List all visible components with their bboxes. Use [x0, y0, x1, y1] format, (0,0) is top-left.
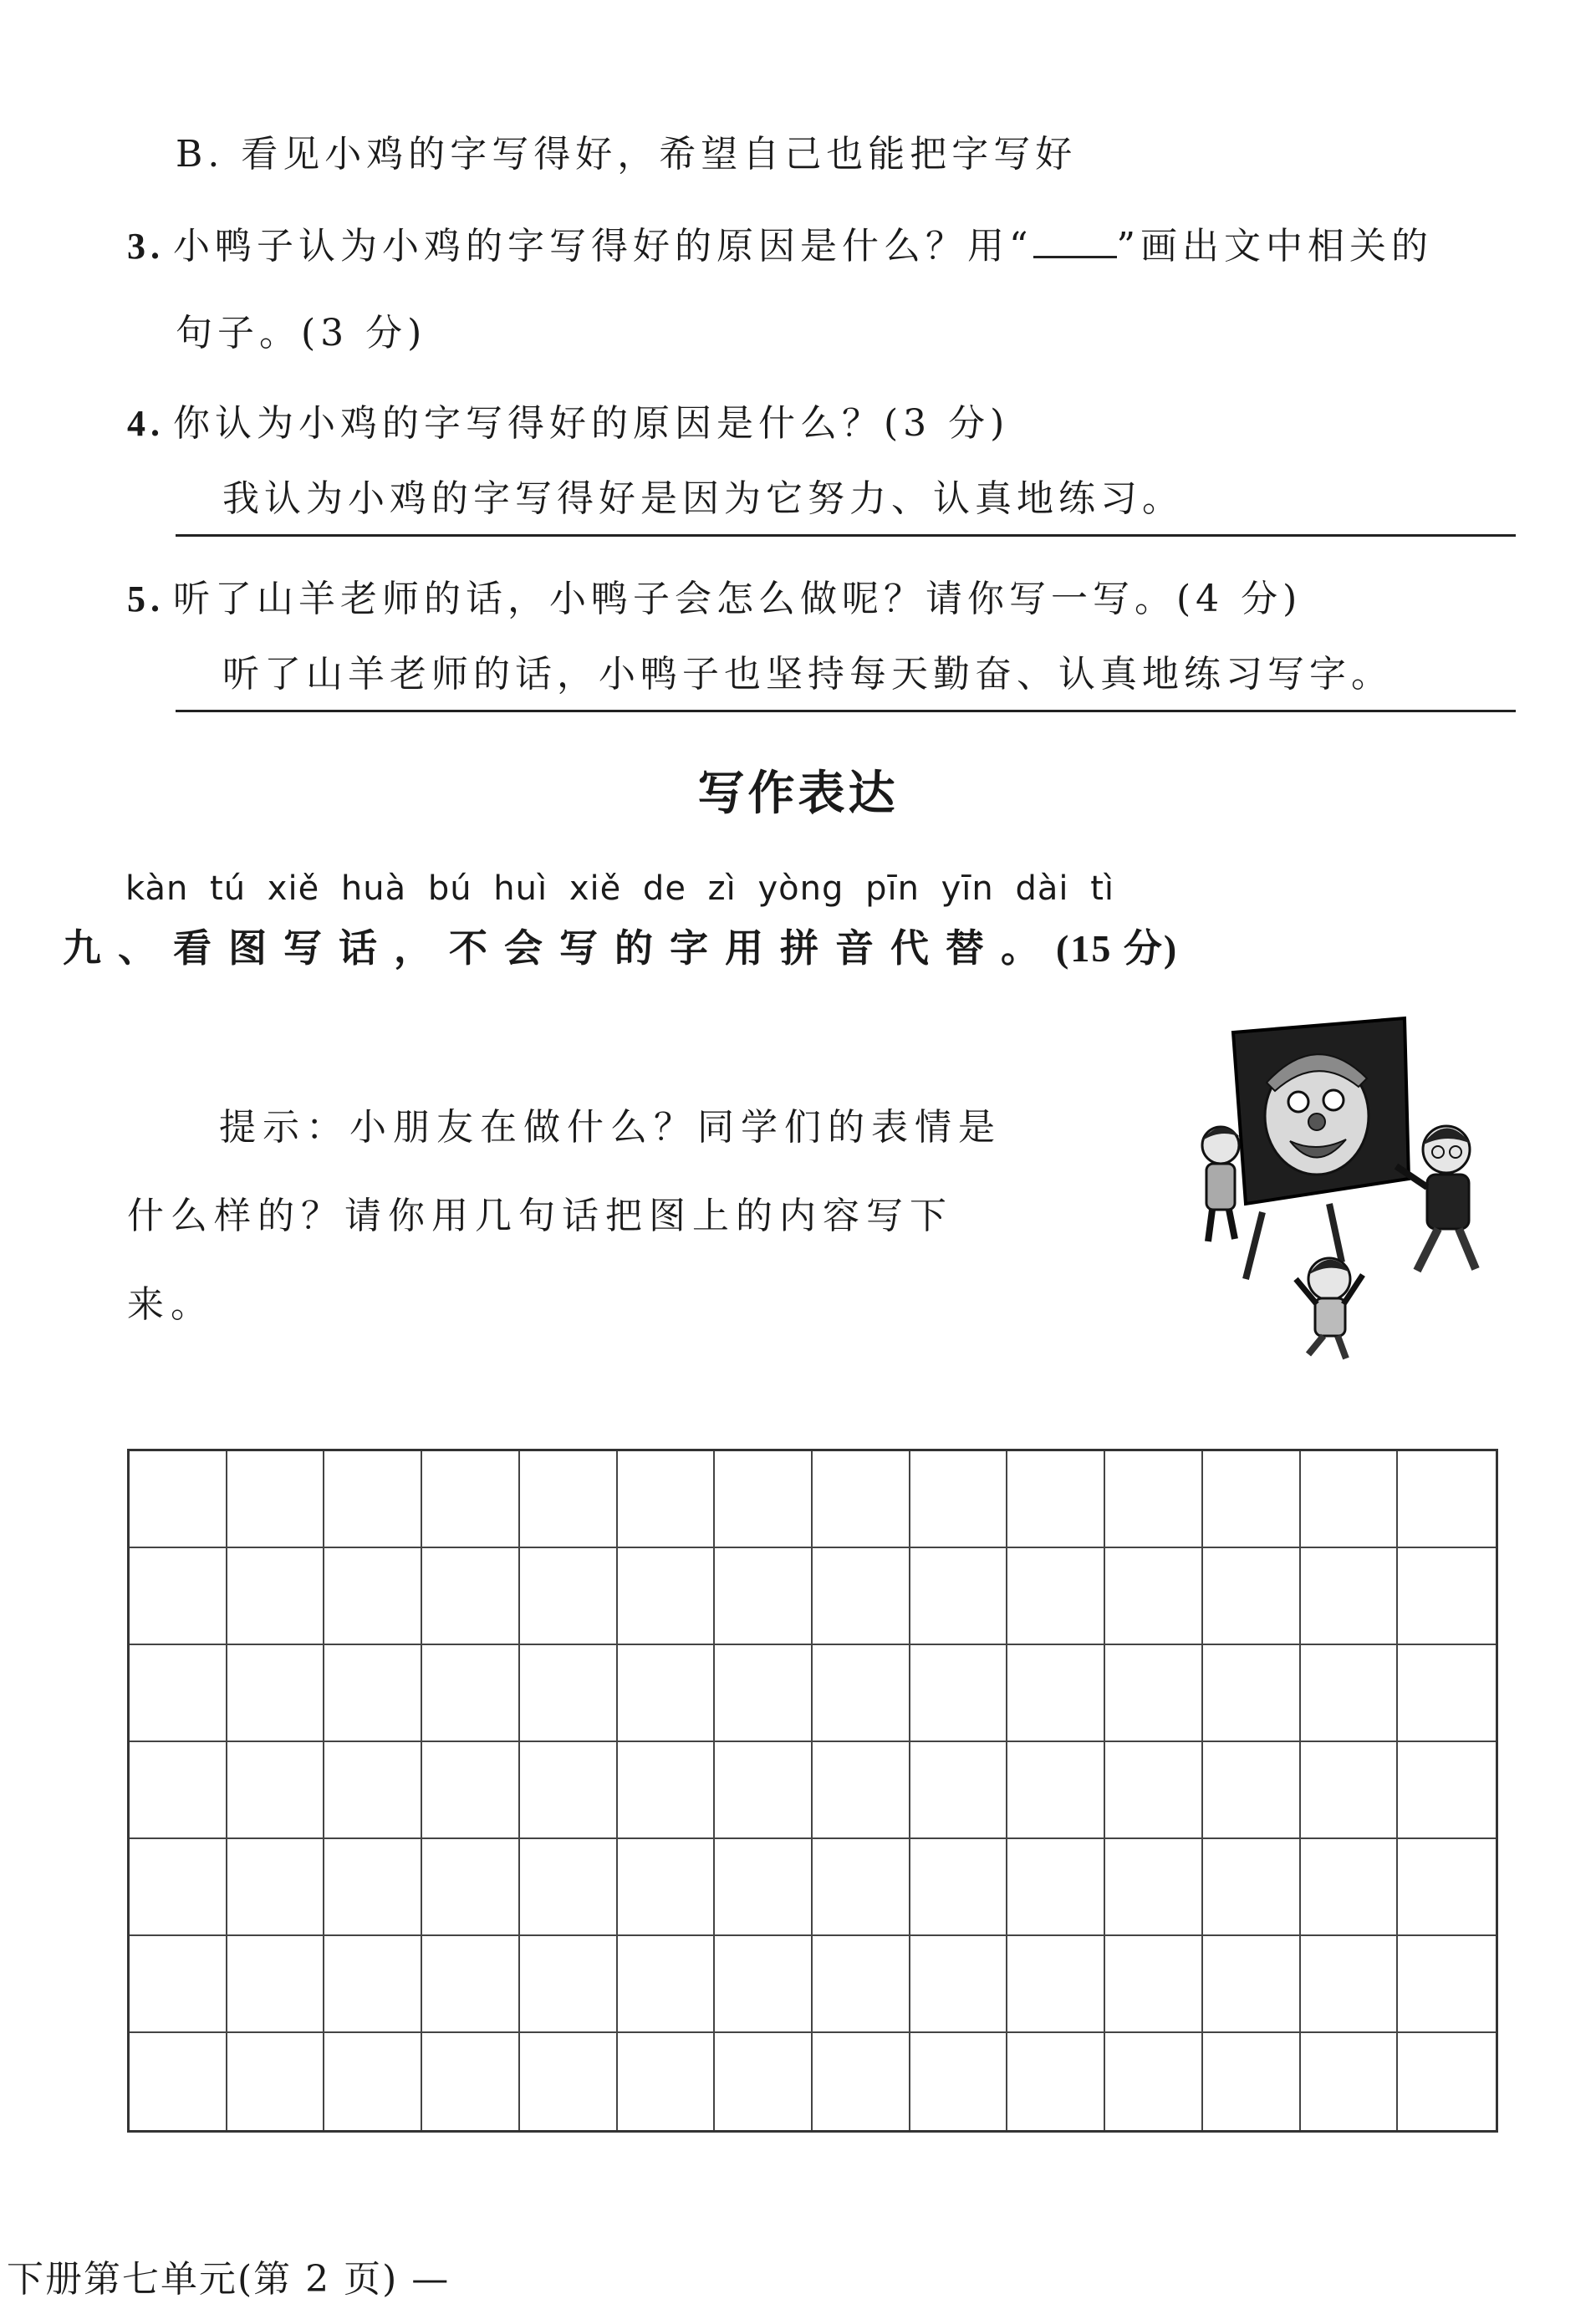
question-5-text: 听了山羊老师的话，小鸭子会怎么做呢？请你写一写。(4 分)	[173, 578, 1303, 620]
easel-leg-right	[1329, 1204, 1342, 1262]
grid-cell[interactable]	[910, 1742, 1008, 1839]
question-5-answer-line[interactable]: 听了山羊老师的话，小鸭子也坚持每天勤奋、认真地练习写字。	[176, 645, 1516, 712]
grid-cell[interactable]	[813, 1645, 910, 1742]
question-3	[127, 216, 1433, 269]
easel-leg-left	[1246, 1212, 1262, 1279]
grid-cell[interactable]	[618, 1742, 716, 1839]
clown-eye-left	[1288, 1092, 1308, 1112]
task9-heading	[63, 918, 1178, 973]
grid-cell[interactable]	[1203, 1742, 1301, 1839]
grid-cell[interactable]	[1301, 1645, 1399, 1742]
question-5	[127, 568, 1302, 622]
grid-cell[interactable]	[422, 1742, 520, 1839]
grid-cell[interactable]	[910, 1451, 1008, 1548]
grid-cell[interactable]	[715, 1936, 813, 2033]
hint-line-2: 什么样的？请你用几句话把图上的内容写下	[127, 1195, 953, 1237]
grid-cell[interactable]	[227, 1742, 325, 1839]
grid-cell[interactable]	[1398, 1548, 1496, 1645]
grid-cell[interactable]	[715, 1645, 813, 1742]
grid-cell[interactable]	[324, 1839, 422, 1936]
grid-cell[interactable]	[227, 2033, 325, 2130]
grid-cell[interactable]	[1105, 1936, 1203, 2033]
hint-line-1: 提示：小朋友在做什么？同学们的表情是	[219, 1106, 1002, 1149]
grid-cell[interactable]	[618, 1548, 716, 1645]
grid-cell[interactable]	[813, 2033, 910, 2130]
grid-cell[interactable]	[1301, 1936, 1399, 2033]
grid-cell[interactable]	[520, 1742, 618, 1839]
task9-label: 九、看图写话，不会写的字用拼音代替。	[63, 925, 1056, 971]
grid-cell[interactable]	[324, 1548, 422, 1645]
grid-cell[interactable]	[227, 1839, 325, 1936]
child-left-leg	[1208, 1210, 1212, 1241]
clown-nose	[1308, 1114, 1325, 1130]
grid-cell[interactable]	[1007, 1936, 1105, 2033]
grid-cell[interactable]	[130, 1548, 227, 1645]
task9-pinyin: kàn tú xiě huà bú huì xiě de zì yòng pīn yīn dài tì	[125, 869, 1115, 908]
child-front-leg	[1308, 1336, 1323, 1354]
grid-cell[interactable]	[130, 1645, 227, 1742]
grid-cell[interactable]	[618, 1451, 716, 1548]
grid-cell[interactable]	[813, 1839, 910, 1936]
grid-cell[interactable]	[1007, 1742, 1105, 1839]
grid-cell[interactable]	[813, 1451, 910, 1548]
question-5-number: 5.	[127, 578, 165, 619]
question-3-continuation: 句子。(3 分)	[176, 312, 427, 354]
grid-cell[interactable]	[1398, 1645, 1496, 1742]
grid-cell[interactable]	[1105, 2033, 1203, 2130]
grid-cell[interactable]	[1398, 2033, 1496, 2130]
grid-cell[interactable]	[813, 1548, 910, 1645]
grid-cell[interactable]	[618, 2033, 716, 2130]
grid-cell[interactable]	[1105, 1742, 1203, 1839]
child-left-body	[1206, 1164, 1235, 1210]
grid-cell[interactable]	[1203, 2033, 1301, 2130]
grid-cell[interactable]	[1301, 1839, 1399, 1936]
grid-cell[interactable]	[227, 1645, 325, 1742]
grid-cell[interactable]	[520, 1936, 618, 2033]
child-right-body	[1427, 1175, 1469, 1229]
grid-cell[interactable]	[324, 1645, 422, 1742]
grid-cell[interactable]	[1007, 1839, 1105, 1936]
grid-cell[interactable]	[910, 1548, 1008, 1645]
grid-cell[interactable]	[910, 1839, 1008, 1936]
grid-cell[interactable]	[910, 1936, 1008, 2033]
grid-cell[interactable]	[910, 2033, 1008, 2130]
grid-cell[interactable]	[1007, 1548, 1105, 1645]
child-right-leg	[1417, 1229, 1438, 1271]
grid-cell[interactable]	[227, 1451, 325, 1548]
grid-cell[interactable]	[130, 2033, 227, 2130]
grid-cell[interactable]	[1007, 1451, 1105, 1548]
grid-cell[interactable]	[618, 1839, 716, 1936]
grid-cell[interactable]	[1301, 1451, 1399, 1548]
page-footer: 下册第七单元(第 2 页) —	[7, 2258, 451, 2301]
grid-cell[interactable]	[422, 1936, 520, 2033]
child-right-leg	[1459, 1229, 1476, 1269]
question-4-answer-line[interactable]: 我认为小鸡的字写得好是因为它努力、认真地练习。	[176, 470, 1516, 537]
grid-cell[interactable]	[422, 1839, 520, 1936]
hint-line-3: 来。	[127, 1283, 214, 1326]
grid-cell[interactable]	[422, 1451, 520, 1548]
grid-cell[interactable]	[715, 1742, 813, 1839]
underline-sample	[1033, 231, 1117, 258]
grid-cell[interactable]	[520, 1839, 618, 1936]
grid-cell[interactable]	[1301, 1548, 1399, 1645]
grid-cell[interactable]	[1105, 1839, 1203, 1936]
grid-cell[interactable]	[1105, 1451, 1203, 1548]
grid-cell[interactable]	[715, 2033, 813, 2130]
task9-score: (15 分)	[1056, 927, 1179, 970]
option-b: B. 看见小鸡的字写得好，希望自己也能把字写好	[176, 133, 1078, 176]
grid-cell[interactable]	[324, 1742, 422, 1839]
grid-cell[interactable]	[324, 1451, 422, 1548]
grid-cell[interactable]	[422, 1548, 520, 1645]
question-4	[127, 393, 1009, 446]
grid-cell[interactable]	[1007, 2033, 1105, 2130]
grid-cell[interactable]	[520, 2033, 618, 2130]
grid-cell[interactable]	[1203, 1451, 1301, 1548]
grid-cell[interactable]	[618, 1645, 716, 1742]
child-front-body	[1315, 1298, 1345, 1336]
grid-cell[interactable]	[1105, 1548, 1203, 1645]
children-drawing-picture	[1183, 1003, 1517, 1363]
grid-cell[interactable]	[227, 1936, 325, 2033]
grid-cell[interactable]	[715, 1451, 813, 1548]
grid-cell[interactable]	[130, 1742, 227, 1839]
grid-cell[interactable]	[1398, 1451, 1496, 1548]
grid-cell[interactable]	[1007, 1645, 1105, 1742]
grid-cell[interactable]	[130, 1936, 227, 2033]
grid-cell[interactable]	[1398, 1936, 1496, 2033]
section-title: 写作表达	[697, 767, 899, 821]
grid-cell[interactable]	[1398, 1742, 1496, 1839]
grid-cell[interactable]	[1301, 2033, 1399, 2130]
grid-cell[interactable]	[324, 1936, 422, 2033]
grid-cell[interactable]	[422, 2033, 520, 2130]
grid-cell[interactable]	[1203, 1548, 1301, 1645]
grid-cell[interactable]	[618, 1936, 716, 2033]
grid-cell[interactable]	[1398, 1839, 1496, 1936]
grid-cell[interactable]	[130, 1451, 227, 1548]
child-front-leg	[1338, 1336, 1346, 1358]
drawing-illustration	[1183, 1003, 1517, 1363]
grid-cell[interactable]	[1203, 1839, 1301, 1936]
grid-cell[interactable]	[1301, 1742, 1399, 1839]
grid-cell[interactable]	[715, 1548, 813, 1645]
question-3-text-after: ”画出文中相关的	[1116, 225, 1433, 268]
grid-cell[interactable]	[715, 1839, 813, 1936]
grid-cell[interactable]	[422, 1645, 520, 1742]
grid-cell[interactable]	[1203, 1645, 1301, 1742]
question-3-number: 3.	[127, 226, 165, 267]
grid-cell[interactable]	[227, 1548, 325, 1645]
clown-eye-right	[1323, 1090, 1344, 1110]
writing-grid[interactable]	[127, 1449, 1498, 2133]
child-left-leg	[1229, 1210, 1235, 1239]
grid-cell[interactable]	[813, 1936, 910, 2033]
grid-cell[interactable]	[520, 1548, 618, 1645]
question-3-text-before: 小鸭子认为小鸡的字写得好的原因是什么？用“	[173, 225, 1033, 268]
grid-cell[interactable]	[324, 2033, 422, 2130]
grid-cell[interactable]	[520, 1451, 618, 1548]
grid-cell[interactable]	[910, 1645, 1008, 1742]
grid-cell[interactable]	[520, 1645, 618, 1742]
question-4-text: 你认为小鸡的字写得好的原因是什么？(3 分)	[173, 402, 1010, 445]
grid-cell[interactable]	[1105, 1645, 1203, 1742]
grid-cell[interactable]	[813, 1742, 910, 1839]
grid-cell[interactable]	[1203, 1936, 1301, 2033]
grid-cell[interactable]	[130, 1839, 227, 1936]
question-4-number: 4.	[127, 403, 165, 444]
